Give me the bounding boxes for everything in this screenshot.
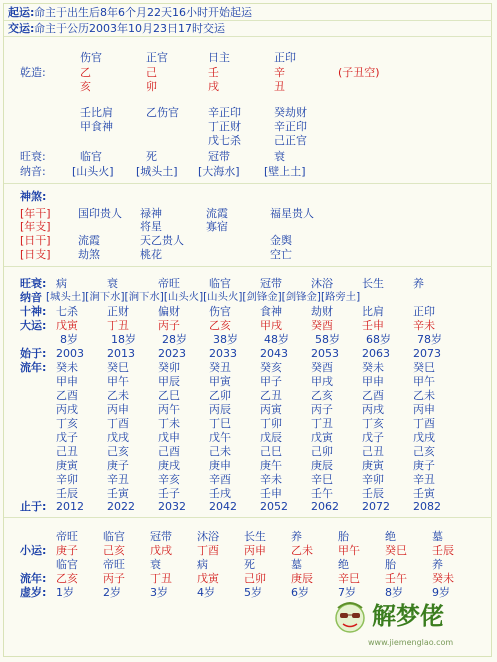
dayun-shishen: 食神 [260,305,282,318]
watermark-text: 解梦佬 [372,602,444,630]
liunian-cell: 己酉 [158,445,180,458]
kongwang: (子丑空) [338,66,380,79]
liunian-cell: 癸未 [56,361,78,374]
dayun-shishen: 伤官 [209,305,231,318]
liunian-cell: 壬子 [158,487,180,500]
xiaoyun-liunian-cell: 乙亥 [56,572,78,585]
liunian-cell: 己亥 [107,445,129,458]
xiaoyun-cell: 丁酉 [197,544,219,557]
dayun-wangshuai-label: 旺衰: [20,277,47,290]
dayun-row [56,319,464,332]
xiaoyun-liunian-cell: 壬午 [385,572,407,585]
liunian-cell: 丁酉 [107,417,129,430]
liunian-cell: 甲午 [107,375,129,388]
xiaoyun-liunian-row [56,572,479,585]
nayin-year: [山头火] [72,165,114,178]
dayun-wangshuai: 帝旺 [158,277,180,290]
shensha-item: 金舆 [270,234,292,247]
end-year: 2012 [56,500,84,513]
dayun-age: 68岁 [366,333,391,346]
xiaoyun-mid-cell: 临官 [56,558,78,571]
divider [4,517,492,518]
xiaoyun-mid-cell: 衰 [150,558,161,571]
dayun-wangshuai: 长生 [362,277,384,290]
liunian-cell: 丙午 [158,403,180,416]
liunian-cell: 乙酉 [56,389,78,402]
end-year: 2082 [413,500,441,513]
liunian-cell: 丁酉 [413,417,435,430]
qiyun-label: 起运: [8,6,35,19]
dayun-pillar: 甲戌 [260,319,282,332]
dayun-pillar: 辛未 [413,319,435,332]
dayun-shishen: 偏财 [158,305,180,318]
liunian-cell: 庚戌 [158,459,180,472]
qianzao-label: 乾造: [20,66,46,79]
xusui-cell: 9岁 [432,586,450,599]
liunian-cell: 庚午 [260,459,282,472]
xiaoyun-cell: 癸巳 [385,544,407,557]
liunian-cell: 戊寅 [311,431,333,444]
xiaoyun-liunian-cell: 辛巳 [338,572,360,585]
liunian-cell: 辛卯 [362,473,384,486]
canggan-year: 壬比肩 [80,106,113,119]
start-year: 2033 [209,347,237,360]
liunian-cell: 乙丑 [260,389,282,402]
xiaoyun-liunian-cell: 丙子 [103,572,125,585]
liunian-cell: 乙卯 [209,389,231,402]
liunian-cell: 戊辰 [260,431,282,444]
nayin-hour: [壁上土] [264,165,306,178]
liunian-cell: 己未 [209,445,231,458]
liunian-cell: 丙申 [413,403,435,416]
liunian-cell: 丁亥 [56,417,78,430]
shiyu-label: 始于: [20,347,47,360]
liunian-cell: 丙戌 [56,403,78,416]
xusui-cell: 1岁 [56,586,74,599]
shensha-item: 流霞 [206,207,228,220]
liunian-cell: 丙辰 [209,403,231,416]
liunian-cell: 癸亥 [260,361,282,374]
liunian-cell: 庚子 [107,459,129,472]
dayun-wangshuai: 病 [56,277,67,290]
dayun-shishen: 比肩 [362,305,384,318]
end-year: 2062 [311,500,339,513]
dayun-nayin: [城头土][涧下水][涧下水][山头火][山头火][剑锋金][剑锋金][路旁土] [46,291,361,303]
liunian-cell: 庚寅 [56,459,78,472]
xiaoyun-mid-row [56,558,479,571]
liunian-cell: 癸卯 [158,361,180,374]
liunian-cell: 丁卯 [260,417,282,430]
liunian-cell: 壬辰 [362,487,384,500]
xiaoyun-cell: 甲午 [338,544,360,557]
xiaoyun-mid-cell: 胎 [385,558,396,571]
liunian-cell: 壬辰 [56,487,78,500]
dayun-wangshuai-row [56,277,464,290]
liunian-cell: 丁亥 [362,417,384,430]
xiaoyun-top-cell: 养 [291,530,302,543]
liunian-cell: 庚寅 [362,459,384,472]
canggan-year: 甲食神 [80,120,113,133]
divider [4,183,492,184]
liunian-cell: 庚子 [413,459,435,472]
dayun-age: 18岁 [111,333,136,346]
dayun-age: 58岁 [315,333,340,346]
liunian-cell: 乙亥 [311,389,333,402]
liunian-cell: 丙寅 [260,403,282,416]
xiaoyun-top-cell: 长生 [244,530,266,543]
xusui-cell: 2岁 [103,586,121,599]
liunian-grid [56,361,464,500]
end-year: 2052 [260,500,288,513]
liunian-cell: 辛巳 [311,473,333,486]
liunian-cell: 丙申 [107,403,129,416]
end-year: 2032 [158,500,186,513]
xiaoyun-top-cell: 沐浴 [197,530,219,543]
xiaoyun-liunian-cell: 戊寅 [197,572,219,585]
shensha-label: 神煞: [20,190,47,203]
nayin-label: 纳音: [20,165,46,178]
dayun-pillar: 丁丑 [107,319,129,332]
shensha-item: 劫煞 [78,248,100,261]
liunian-cell: 己亥 [413,445,435,458]
liunian-cell: 戊午 [209,431,231,444]
wangshuai-day: 冠带 [208,150,230,163]
xiaoyun-mid-cell: 病 [197,558,208,571]
dayun-nayin-label: 纳音 [20,291,42,304]
wangshuai-label: 旺衰: [20,150,46,163]
xiaoyun-liunian-cell: 癸未 [432,572,454,585]
liunian-cell: 甲午 [413,375,435,388]
gan-year: 乙 [80,66,91,79]
canggan-hour: 辛正印 [274,120,307,133]
liunian-cell: 癸巳 [413,361,435,374]
liunian-cell: 丙戌 [362,403,384,416]
canggan-day: 戊七杀 [208,134,241,147]
liunian-cell: 己丑 [362,445,384,458]
liunian-cell: 甲子 [260,375,282,388]
pillar-shishen-year: 伤官 [80,51,102,64]
zhi-month: 卯 [146,80,157,93]
liunian-cell: 戊申 [158,431,180,444]
liunian-cell: 辛亥 [158,473,180,486]
liunian-cell: 庚辰 [311,459,333,472]
liunian-cell: 甲申 [56,375,78,388]
dayun-wangshuai: 冠带 [260,277,282,290]
gan-day: 壬 [208,66,219,79]
liunian-cell: 戊子 [56,431,78,444]
xiaoyun-mid-cell: 墓 [291,558,302,571]
start-year: 2043 [260,347,288,360]
liunian-cell: 辛酉 [209,473,231,486]
dayun-wangshuai: 临官 [209,277,231,290]
canggan-month: 乙伤官 [146,106,179,119]
wangshuai-month: 死 [146,150,157,163]
dayun-age: 8岁 [60,333,78,346]
shensha-item: 寡宿 [206,220,228,233]
watermark-url: www.jiemenglao.com [368,638,454,647]
nayin-day: [大海水] [198,165,240,178]
liunian-cell: 辛丑 [413,473,435,486]
liunian-cell: 乙酉 [362,389,384,402]
canggan-day: 丁正财 [208,120,241,133]
xusui-label: 虚岁: [20,586,47,599]
jiaoyun-label: 交运: [8,22,35,35]
xiaoyun-top-cell: 帝旺 [56,530,78,543]
shensha-item: 空亡 [270,248,292,261]
xiaoyun-cell: 己亥 [103,544,125,557]
xiaoyun-cell: 壬辰 [432,544,454,557]
liunian-label: 流年: [20,361,47,374]
canggan-hour: 癸劫财 [274,106,307,119]
start-year: 2003 [56,347,84,360]
liunian-cell: 辛卯 [56,473,78,486]
liunian-cell: 壬寅 [107,487,129,500]
dayun-wangshuai: 沐浴 [311,277,333,290]
dayun-pillar: 乙亥 [209,319,231,332]
start-years-row [56,347,464,360]
shensha-row-label: [年干] [20,207,51,220]
qiyun-text: 命主于出生后8年6个月22天16小时开始起运 [34,6,252,19]
liunian-cell: 乙巳 [158,389,180,402]
start-year: 2073 [413,347,441,360]
dayun-shishen: 正财 [107,305,129,318]
zhiyu-label: 止于: [20,500,47,513]
shensha-row-label: [日支] [20,248,51,261]
xiaoyun-cell: 戊戌 [150,544,172,557]
liunian-cell: 壬寅 [413,487,435,500]
start-year: 2053 [311,347,339,360]
xiaoyun-top-cell: 胎 [338,530,349,543]
liunian-cell: 丁未 [158,417,180,430]
shensha-row-label: [年支] [20,220,51,233]
liunian-cell: 戊戌 [413,431,435,444]
liunian-cell: 癸酉 [311,361,333,374]
dayun-shishen: 七杀 [56,305,78,318]
gan-month: 己 [146,66,157,79]
xiaoyun-mid-cell: 帝旺 [103,558,125,571]
liunian-cell: 壬戌 [209,487,231,500]
liunian-cell: 癸未 [362,361,384,374]
pillar-shishen-month: 正官 [146,51,168,64]
xiaoyun-top-row [56,530,479,543]
shensha-item: 福星贵人 [270,207,314,220]
start-year: 2013 [107,347,135,360]
xiaoyun-liunian-label: 流年: [20,572,47,585]
pillar-shishen-day: 日主 [208,51,230,64]
wangshuai-hour: 衰 [274,150,285,163]
liunian-cell: 癸巳 [107,361,129,374]
liunian-cell: 辛丑 [107,473,129,486]
start-year: 2023 [158,347,186,360]
shensha-item: 将星 [140,220,162,233]
zhi-day: 戌 [208,80,219,93]
xiaoyun-cell: 乙未 [291,544,313,557]
dayun-age: 78岁 [417,333,442,346]
liunian-cell: 丙子 [311,403,333,416]
dayun-shishen: 正印 [413,305,435,318]
liunian-cell: 甲申 [362,375,384,388]
liunian-cell: 壬午 [311,487,333,500]
nayin-month: [城头土] [136,165,178,178]
dayun-pillar: 癸酉 [311,319,333,332]
xiaoyun-mid-cell: 死 [244,558,255,571]
xiaoyun-top-cell: 绝 [385,530,396,543]
zhi-hour: 丑 [274,80,285,93]
liunian-cell: 甲寅 [209,375,231,388]
watermark-logo [328,596,490,656]
xiaoyun-mid-cell: 绝 [338,558,349,571]
liunian-cell: 辛未 [260,473,282,486]
divider [4,266,492,267]
xiaoyun-liunian-cell: 丁丑 [150,572,172,585]
dayun-pillar: 戊寅 [56,319,78,332]
liunian-cell: 乙未 [107,389,129,402]
dayun-age: 48岁 [264,333,289,346]
xiaoyun-liunian-cell: 己卯 [244,572,266,585]
xiaoyun-cell: 庚子 [56,544,78,557]
liunian-cell: 丁巳 [209,417,231,430]
liunian-cell: 己丑 [56,445,78,458]
dayun-pillar: 壬申 [362,319,384,332]
dayun-wangshuai: 养 [413,277,424,290]
xusui-cell: 6岁 [291,586,309,599]
liunian-cell: 己卯 [311,445,333,458]
divider [4,20,492,21]
jiaoyun-text: 命主于公历2003年10月23日17时交运 [34,22,225,35]
liunian-cell: 庚申 [209,459,231,472]
dayun-label: 大运: [20,319,47,332]
shensha-item: 国印贵人 [78,207,122,220]
xiaoyun-liunian-cell: 庚辰 [291,572,313,585]
xiaoyun-mid-cell: 养 [432,558,443,571]
liunian-cell: 壬申 [260,487,282,500]
xusui-cell: 5岁 [244,586,262,599]
pillar-shishen-hour: 正印 [274,51,296,64]
liunian-cell: 甲戌 [311,375,333,388]
start-year: 2063 [362,347,390,360]
wangshuai-year: 临官 [80,150,102,163]
liunian-cell: 乙未 [413,389,435,402]
shensha-item: 天乙贵人 [140,234,184,247]
canggan-day: 辛正印 [208,106,241,119]
canggan-hour: 己正官 [274,134,307,147]
xusui-cell: 3岁 [150,586,168,599]
dayun-wangshuai: 衰 [107,277,118,290]
xiaoyun-top-cell: 墓 [432,530,443,543]
end-years-row [56,500,464,513]
end-year: 2042 [209,500,237,513]
liunian-cell: 己巳 [260,445,282,458]
dayun-age: 28岁 [162,333,187,346]
dayun-shishen-label: 十神: [20,305,47,318]
dayun-shishen-row [56,305,464,318]
xiaoyun-top-cell: 临官 [103,530,125,543]
shensha-item: 流霞 [78,234,100,247]
xiaoyun-label: 小运: [20,544,47,557]
shensha-row-label: [日干] [20,234,51,247]
zhi-year: 亥 [80,80,91,93]
dayun-ages-row [60,333,468,346]
dayun-shishen: 劫财 [311,305,333,318]
liunian-cell: 戊戌 [107,431,129,444]
xiaoyun-top-cell: 冠带 [150,530,172,543]
liunian-cell: 甲辰 [158,375,180,388]
end-year: 2022 [107,500,135,513]
dayun-pillar: 丙子 [158,319,180,332]
xusui-cell: 7岁 [338,586,356,599]
dayun-age: 38岁 [213,333,238,346]
liunian-cell: 癸丑 [209,361,231,374]
xiaoyun-cell: 丙申 [244,544,266,557]
xusui-cell: 8岁 [385,586,403,599]
liunian-cell: 丁丑 [311,417,333,430]
xusui-cell: 4岁 [197,586,215,599]
liunian-cell: 戊子 [362,431,384,444]
shensha-item: 禄神 [140,207,162,220]
shensha-item: 桃花 [140,248,162,261]
end-year: 2072 [362,500,390,513]
gan-hour: 辛 [274,66,285,79]
divider [4,36,492,37]
xiaoyun-row [56,544,479,557]
